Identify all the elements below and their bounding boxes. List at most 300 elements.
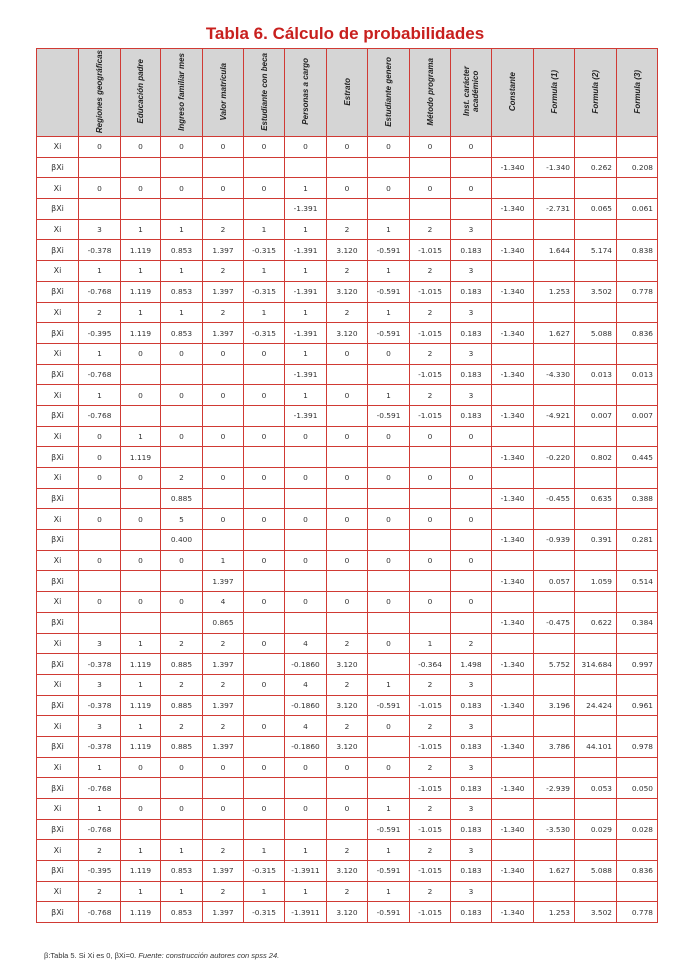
table-cell: 0 xyxy=(244,385,285,406)
table-cell: 1.119 xyxy=(121,736,161,757)
table-cell: -0.455 xyxy=(534,488,575,509)
table-cell xyxy=(492,840,534,861)
table-cell: 1 xyxy=(121,302,161,323)
table-cell: 0 xyxy=(121,550,161,571)
table-cell xyxy=(492,385,534,406)
table-row xyxy=(37,819,658,840)
table-cell: 3 xyxy=(79,219,121,240)
row-label: βXi xyxy=(37,199,79,220)
table-cell: 2 xyxy=(161,674,203,695)
row-label: βXi xyxy=(37,157,79,178)
table-row xyxy=(37,385,658,406)
table-row xyxy=(37,157,658,178)
table-cell xyxy=(617,468,658,489)
table-cell: 0 xyxy=(410,178,451,199)
table-cell: 0 xyxy=(285,509,327,530)
table-cell: 0 xyxy=(285,757,327,778)
table-cell: 2 xyxy=(327,261,368,282)
table-cell: 2 xyxy=(203,840,244,861)
table-cell: -0.395 xyxy=(79,323,121,344)
column-header-label: Estudiante genero xyxy=(384,56,393,127)
table-cell xyxy=(534,261,575,282)
table-cell xyxy=(617,550,658,571)
table-cell xyxy=(121,612,161,633)
table-cell: 0.865 xyxy=(203,612,244,633)
table-cell xyxy=(327,571,368,592)
table-cell: 0.183 xyxy=(451,778,492,799)
table-cell xyxy=(617,633,658,654)
table-cell: -0.768 xyxy=(79,364,121,385)
table-cell: -1.391 xyxy=(285,199,327,220)
table-cell: 0 xyxy=(368,426,410,447)
table-cell xyxy=(244,736,285,757)
row-label: Xi xyxy=(37,261,79,282)
table-cell xyxy=(617,881,658,902)
table-cell: -0.475 xyxy=(534,612,575,633)
table-cell: 0.622 xyxy=(575,612,617,633)
table-cell: -4.921 xyxy=(534,405,575,426)
table-cell: 0 xyxy=(161,385,203,406)
row-label: βXi xyxy=(37,571,79,592)
table-cell: 3.120 xyxy=(327,323,368,344)
table-cell: -1.3911 xyxy=(285,902,327,923)
table-cell: 1 xyxy=(121,426,161,447)
table-cell: 0 xyxy=(203,137,244,158)
column-header-label: Educación padre xyxy=(136,59,145,124)
table-cell xyxy=(368,654,410,675)
table-cell: 2 xyxy=(203,716,244,737)
table-cell: -0.591 xyxy=(368,240,410,261)
table-cell xyxy=(575,261,617,282)
table-cell: 3.786 xyxy=(534,736,575,757)
table-cell: 1.397 xyxy=(203,736,244,757)
table-cell: 0 xyxy=(285,592,327,613)
table-cell: 0.262 xyxy=(575,157,617,178)
table-cell: 0 xyxy=(244,592,285,613)
table-cell: 2 xyxy=(327,302,368,323)
table-row xyxy=(37,509,658,530)
table-row xyxy=(37,302,658,323)
table-cell xyxy=(327,612,368,633)
column-header xyxy=(161,49,203,137)
table-cell: 1 xyxy=(285,261,327,282)
table-cell: 0.853 xyxy=(161,861,203,882)
table-row xyxy=(37,323,658,344)
table-cell xyxy=(617,219,658,240)
table-cell xyxy=(244,157,285,178)
table-cell xyxy=(203,530,244,551)
table-cell: 0 xyxy=(368,592,410,613)
table-cell: -1.391 xyxy=(285,281,327,302)
table-cell xyxy=(244,819,285,840)
table-cell xyxy=(451,488,492,509)
row-label: βXi xyxy=(37,861,79,882)
table-cell: -0.768 xyxy=(79,405,121,426)
row-label: Xi xyxy=(37,840,79,861)
table-cell: -1.391 xyxy=(285,405,327,426)
table-cell: 3.120 xyxy=(327,654,368,675)
table-cell: 1 xyxy=(79,799,121,820)
table-cell: 0 xyxy=(203,468,244,489)
table-row xyxy=(37,488,658,509)
table-cell: 1 xyxy=(285,840,327,861)
row-label: Xi xyxy=(37,550,79,571)
table-cell: 0 xyxy=(161,757,203,778)
table-cell: 1.397 xyxy=(203,654,244,675)
table-cell xyxy=(161,447,203,468)
table-cell xyxy=(121,157,161,178)
table-cell: 0.183 xyxy=(451,819,492,840)
table-row xyxy=(37,405,658,426)
table-cell: -1.340 xyxy=(492,405,534,426)
table-cell xyxy=(161,571,203,592)
table-cell: -0.591 xyxy=(368,281,410,302)
table-row xyxy=(37,261,658,282)
table-row xyxy=(37,530,658,551)
table-cell xyxy=(327,778,368,799)
header-row xyxy=(37,49,658,137)
footnote-source: Fuente: construcción autores con spss 24. xyxy=(138,951,280,960)
table-cell: -1.015 xyxy=(410,281,451,302)
table-cell: 0 xyxy=(161,137,203,158)
table-cell: 1.119 xyxy=(121,323,161,344)
table-cell: 1.059 xyxy=(575,571,617,592)
table-cell: -1.340 xyxy=(492,240,534,261)
table-cell xyxy=(79,571,121,592)
table-cell: 1 xyxy=(121,633,161,654)
table-cell: 0.013 xyxy=(617,364,658,385)
table-cell xyxy=(161,778,203,799)
table-cell: 0.853 xyxy=(161,902,203,923)
table-cell: 0 xyxy=(451,468,492,489)
table-cell: 2 xyxy=(451,633,492,654)
table-cell: -0.220 xyxy=(534,447,575,468)
table-cell: -0.378 xyxy=(79,240,121,261)
row-label: Xi xyxy=(37,757,79,778)
table-cell: -0.378 xyxy=(79,654,121,675)
table-cell xyxy=(327,157,368,178)
table-cell: -2.731 xyxy=(534,199,575,220)
table-cell: 1.119 xyxy=(121,861,161,882)
table-cell: 1 xyxy=(121,716,161,737)
table-cell: 0.978 xyxy=(617,736,658,757)
table-cell: 0.445 xyxy=(617,447,658,468)
table-cell: -1.340 xyxy=(492,157,534,178)
table-cell: -0.315 xyxy=(244,902,285,923)
table-cell: -1.015 xyxy=(410,364,451,385)
table-cell: 0 xyxy=(451,550,492,571)
table-cell xyxy=(534,592,575,613)
table-cell: 0.183 xyxy=(451,281,492,302)
table-cell: -0.591 xyxy=(368,819,410,840)
table-cell xyxy=(534,385,575,406)
table-cell: 0 xyxy=(121,343,161,364)
table-cell: 0 xyxy=(203,178,244,199)
table-cell: -0.768 xyxy=(79,281,121,302)
table-row xyxy=(37,281,658,302)
table-cell xyxy=(327,405,368,426)
column-header xyxy=(285,49,327,137)
table-cell: 2 xyxy=(203,219,244,240)
table-cell: -0.395 xyxy=(79,861,121,882)
column-header-label: Constante xyxy=(508,71,517,112)
table-cell: 3 xyxy=(451,840,492,861)
table-cell xyxy=(410,199,451,220)
table-cell: 0 xyxy=(368,178,410,199)
table-cell xyxy=(327,488,368,509)
table-cell: 0 xyxy=(327,137,368,158)
table-cell: 0.013 xyxy=(575,364,617,385)
table-cell xyxy=(203,488,244,509)
table-cell xyxy=(368,447,410,468)
table-cell: 1 xyxy=(121,840,161,861)
table-cell xyxy=(534,633,575,654)
table-cell: 2 xyxy=(161,633,203,654)
table-cell xyxy=(368,488,410,509)
table-cell xyxy=(534,840,575,861)
table-cell xyxy=(534,509,575,530)
table-cell xyxy=(121,405,161,426)
table-cell: -1.015 xyxy=(410,736,451,757)
table-cell: 0 xyxy=(203,799,244,820)
table-cell xyxy=(451,447,492,468)
table-cell: 1.119 xyxy=(121,240,161,261)
table-cell: -1.015 xyxy=(410,778,451,799)
table-cell xyxy=(575,840,617,861)
table-cell: 2 xyxy=(327,881,368,902)
table-cell: 0 xyxy=(203,757,244,778)
table-cell: 2 xyxy=(410,716,451,737)
table-cell xyxy=(244,199,285,220)
table-cell: -1.340 xyxy=(492,778,534,799)
table-cell xyxy=(285,612,327,633)
table-cell: 0 xyxy=(327,757,368,778)
table-cell: 3 xyxy=(79,633,121,654)
row-label: βXi xyxy=(37,612,79,633)
table-cell: 0.802 xyxy=(575,447,617,468)
table-cell xyxy=(203,778,244,799)
table-cell: 1.627 xyxy=(534,323,575,344)
table-cell xyxy=(575,633,617,654)
table-cell: -1.340 xyxy=(492,861,534,882)
table-cell xyxy=(451,199,492,220)
table-cell xyxy=(575,757,617,778)
table-cell: 0.183 xyxy=(451,736,492,757)
table-cell xyxy=(492,633,534,654)
table-row xyxy=(37,736,658,757)
table-cell xyxy=(617,674,658,695)
table-title: Tabla 6. Cálculo de probabilidades xyxy=(205,24,485,43)
table-cell: 0 xyxy=(368,343,410,364)
table-cell xyxy=(368,157,410,178)
table-cell: 1 xyxy=(244,302,285,323)
table-cell: 0.836 xyxy=(617,323,658,344)
table-cell: 0 xyxy=(327,592,368,613)
table-cell: 0.885 xyxy=(161,736,203,757)
table-cell xyxy=(327,819,368,840)
table-row xyxy=(37,364,658,385)
table-row xyxy=(37,902,658,923)
table-cell: 1 xyxy=(244,840,285,861)
table-cell xyxy=(244,447,285,468)
table-cell: 1.397 xyxy=(203,281,244,302)
table-cell: 0 xyxy=(410,592,451,613)
table-row xyxy=(37,199,658,220)
table-cell: -0.1860 xyxy=(285,736,327,757)
table-cell: 0 xyxy=(285,550,327,571)
table-cell: 1.397 xyxy=(203,571,244,592)
table-cell: 0 xyxy=(121,137,161,158)
table-cell xyxy=(327,364,368,385)
table-cell xyxy=(368,530,410,551)
table-cell xyxy=(203,819,244,840)
table-cell: 2 xyxy=(410,799,451,820)
table-cell: 2 xyxy=(410,757,451,778)
table-cell: 0 xyxy=(79,447,121,468)
table-cell: 2 xyxy=(203,261,244,282)
table-cell: 0 xyxy=(410,550,451,571)
table-cell xyxy=(617,343,658,364)
row-label: βXi xyxy=(37,447,79,468)
table-cell xyxy=(285,571,327,592)
table-row xyxy=(37,343,658,364)
table-cell xyxy=(617,261,658,282)
table-cell xyxy=(575,799,617,820)
table-cell: 0 xyxy=(244,509,285,530)
table-cell xyxy=(575,343,617,364)
table-cell: -0.768 xyxy=(79,819,121,840)
table-cell xyxy=(327,199,368,220)
table-cell: 0 xyxy=(121,592,161,613)
table-cell: 0 xyxy=(451,426,492,447)
table-cell: 1 xyxy=(285,219,327,240)
table-cell: 0 xyxy=(368,716,410,737)
table-cell: 1 xyxy=(285,881,327,902)
row-label: βXi xyxy=(37,654,79,675)
table-cell: 0.853 xyxy=(161,281,203,302)
table-cell xyxy=(285,819,327,840)
table-cell: 0 xyxy=(410,426,451,447)
table-cell: -1.3911 xyxy=(285,861,327,882)
table-cell: 0.778 xyxy=(617,281,658,302)
table-cell: 1 xyxy=(368,799,410,820)
table-cell: 0 xyxy=(161,799,203,820)
column-header-label: Estrato xyxy=(342,77,352,106)
table-cell: -0.315 xyxy=(244,240,285,261)
row-label: βXi xyxy=(37,778,79,799)
table-cell: 0 xyxy=(327,509,368,530)
table-cell xyxy=(492,219,534,240)
table-cell xyxy=(617,137,658,158)
table-cell xyxy=(161,364,203,385)
table-cell: 0.388 xyxy=(617,488,658,509)
table-row xyxy=(37,840,658,861)
table-cell: 0 xyxy=(79,137,121,158)
table-cell: 2 xyxy=(327,219,368,240)
table-cell: 0.183 xyxy=(451,240,492,261)
row-label: Xi xyxy=(37,674,79,695)
row-label: βXi xyxy=(37,902,79,923)
table-row xyxy=(37,240,658,261)
table-cell xyxy=(534,343,575,364)
table-cell: 1 xyxy=(79,261,121,282)
table-cell xyxy=(244,778,285,799)
table-cell: 3 xyxy=(451,302,492,323)
table-row xyxy=(37,447,658,468)
table-cell xyxy=(534,426,575,447)
table-cell: 0 xyxy=(121,509,161,530)
table-cell xyxy=(492,178,534,199)
column-header-label: Personas a cargo xyxy=(301,58,310,125)
table-cell: 0 xyxy=(327,178,368,199)
table-cell: 2 xyxy=(79,840,121,861)
table-cell xyxy=(575,302,617,323)
table-cell xyxy=(285,530,327,551)
table-cell: 1.397 xyxy=(203,902,244,923)
table-cell xyxy=(410,488,451,509)
table-cell: 0 xyxy=(451,509,492,530)
footnote xyxy=(44,951,279,960)
corner-cell xyxy=(37,49,79,137)
table-cell: 314.684 xyxy=(575,654,617,675)
table-cell: -1.340 xyxy=(492,530,534,551)
table-cell: 0 xyxy=(121,468,161,489)
table-cell: 4 xyxy=(285,633,327,654)
table-cell: -0.591 xyxy=(368,323,410,344)
table-cell: 1 xyxy=(244,219,285,240)
table-cell: -0.1860 xyxy=(285,654,327,675)
table-cell: 2 xyxy=(161,716,203,737)
table-cell: -1.340 xyxy=(492,819,534,840)
table-cell: 0.029 xyxy=(575,819,617,840)
table-cell: -0.591 xyxy=(368,405,410,426)
table-cell xyxy=(368,736,410,757)
column-header xyxy=(534,49,575,137)
table-cell: 2 xyxy=(79,302,121,323)
table-cell: 0 xyxy=(244,757,285,778)
table-cell: 1.397 xyxy=(203,695,244,716)
table-cell xyxy=(244,364,285,385)
table-cell xyxy=(79,488,121,509)
table-cell: 1 xyxy=(121,219,161,240)
table-cell xyxy=(121,819,161,840)
row-label: βXi xyxy=(37,281,79,302)
table-cell: 1.397 xyxy=(203,240,244,261)
table-cell: 1 xyxy=(161,840,203,861)
table-cell: 1 xyxy=(244,881,285,902)
row-label: Xi xyxy=(37,509,79,530)
table-cell xyxy=(161,157,203,178)
table-cell: -1.340 xyxy=(492,736,534,757)
table-cell xyxy=(410,612,451,633)
table-cell: -2.939 xyxy=(534,778,575,799)
row-label: Xi xyxy=(37,592,79,613)
table-row xyxy=(37,861,658,882)
table-cell: 1 xyxy=(368,674,410,695)
table-cell: 0.885 xyxy=(161,654,203,675)
table-cell: 0 xyxy=(244,426,285,447)
table-cell: -1.391 xyxy=(285,240,327,261)
row-label: Xi xyxy=(37,343,79,364)
table-cell xyxy=(410,530,451,551)
table-cell xyxy=(285,157,327,178)
table-cell xyxy=(492,550,534,571)
table-cell xyxy=(575,219,617,240)
column-header xyxy=(244,49,285,137)
column-header-label: Inst. carácter académico xyxy=(462,66,480,117)
table-cell xyxy=(121,778,161,799)
table-cell: 1.119 xyxy=(121,281,161,302)
